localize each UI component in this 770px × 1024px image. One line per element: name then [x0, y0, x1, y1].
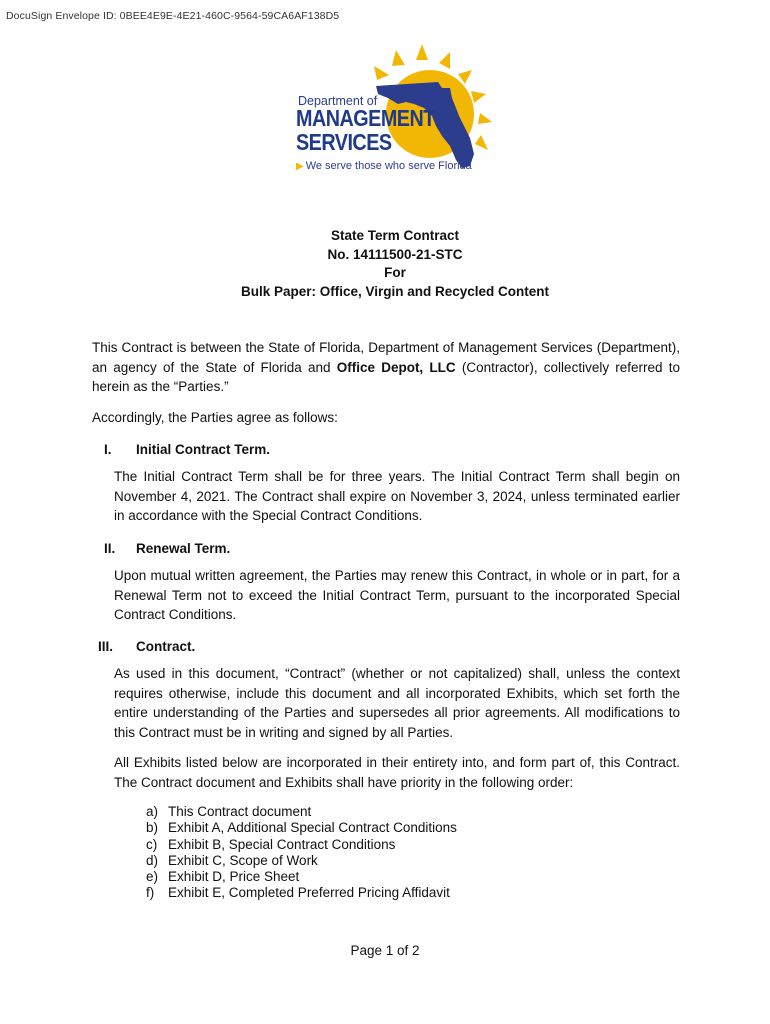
list-letter: a) — [146, 804, 159, 819]
list-letter: c) — [146, 836, 158, 852]
section-title: Initial Contract Term. — [136, 442, 271, 457]
title-line-2: No. 14111500-21-STC — [327, 246, 463, 262]
logo-services-text: SERVICES — [296, 129, 392, 155]
section-title: Contract. — [136, 639, 196, 654]
list-item — [146, 869, 457, 885]
section-number: II. — [104, 541, 116, 556]
section-number: III. — [98, 639, 114, 654]
title-line-4: Bulk Paper: Office, Virgin and Recycled Content — [240, 283, 550, 299]
list-item — [146, 837, 457, 853]
section-body-contract: As used in this document, “Contract” (whether or not capitalized) shall, unless the context requires otherwise, include this document and all incorporated Exhibits, which set forth the entire understanding of the Parties and supersedes all prior agreements. All modifications to this Contract must be in writing and signed by all Parties. — [114, 666, 680, 740]
list-item — [146, 885, 457, 901]
list-letter: d) — [146, 852, 159, 868]
logo-tagline-text: We serve those who serve Florida — [305, 160, 472, 172]
dms-logo — [290, 42, 510, 182]
section-body-initial-term: The Initial Contract Term shall be for three years. The Initial Contract Term shall begin on November 4, 2021. The Contract shall expire on November 3, 2024, unless terminated earlier in accordance with the Special Contract Conditions. — [114, 469, 680, 523]
logo-tagline — [296, 160, 472, 172]
section-number: I. — [104, 442, 112, 457]
list-text: Exhibit A, Additional Special Contract Conditions — [168, 820, 457, 836]
intro-text-1: This Contract is between the State of Florida, Department of Management Services (Department), an agency of the State of Florida and — [92, 340, 680, 375]
list-text: Exhibit E, Completed Preferred Pricing Affidavit — [168, 885, 450, 901]
section-title: Renewal Term. — [136, 541, 231, 556]
list-text: This Contract document — [168, 804, 312, 819]
logo-dept-text: Department of — [298, 94, 378, 108]
list-item — [146, 853, 457, 869]
list-letter: e) — [146, 869, 159, 885]
page-number: Page 1 of 2 — [350, 943, 420, 958]
logo-management-text: MANAGEMENT — [296, 105, 435, 131]
section-body-exhibits-intro: All Exhibits listed below are incorporated in their entirety into, and form part of, this Contract. The Contract document and Exhibits shall have priority in the following order: — [114, 755, 680, 790]
list-item — [146, 804, 457, 820]
list-letter: b) — [146, 820, 159, 836]
exhibit-list — [146, 804, 457, 902]
accordingly-text: Accordingly, the Parties agree as follows: — [92, 410, 338, 425]
docusign-envelope-id: DocuSign Envelope ID: 0BEE4E9E-4E21-460C-9564-59CA6AF138D5 — [6, 10, 340, 22]
title-line-3: For — [384, 265, 406, 280]
contract-title — [0, 227, 770, 301]
list-text: Exhibit C, Scope of Work — [168, 852, 318, 868]
title-line-1: State Term Contract — [330, 228, 460, 243]
list-text: Exhibit B, Special Contract Conditions — [168, 836, 396, 852]
intro-paragraph — [92, 338, 680, 397]
contractor-name: Office Depot, LLC — [336, 359, 456, 375]
intro-text-2: (Contractor), collectively referred to herein as the “Parties.” — [92, 359, 681, 394]
play-arrow-icon: ▶ — [296, 161, 304, 172]
section-body-renewal-term: Upon mutual written agreement, the Parties may renew this Contract, in whole or in part, for a Renewal Term not to exceed the Initial Contract Term, pursuant to the incorporated Special Contract Conditions. — [114, 568, 680, 622]
list-item — [146, 820, 457, 836]
list-letter: f) — [146, 885, 155, 901]
list-text: Exhibit D, Price Sheet — [168, 869, 300, 885]
